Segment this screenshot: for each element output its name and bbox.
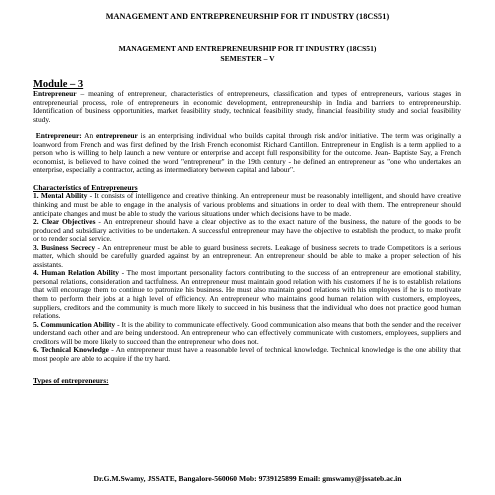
running-header: MANAGEMENT AND ENTREPRENEURSHIP FOR IT INDUSTRY (18CS51)	[105, 12, 390, 21]
characteristic-label: 6. Technical Knowledge	[33, 345, 109, 355]
definition-label: Entrepreneur:	[35, 131, 82, 141]
characteristic-text: - The most important personality factors contributing to the success of an entrepreneur are emotional stability, personal relations, consideration and tactfulness. An entrepreneur must maintain good relation with his customers if he is to establish relations that will encourage them to continue to patronize his business. He must also maintain good relations with his employees if he is to motivate them to perform their jobs at a high level of efficiency. An entrepreneur who maintains good human relation with customers, employees, suppliers, creditors and the community is much more likely to succeed in his business that the individual who does not practice good human relations.	[33, 268, 461, 321]
title-line-course: MANAGEMENT AND ENTREPRENEURSHIP FOR IT INDUSTRY (18CS51)	[118, 44, 377, 53]
document-title	[0, 44, 495, 64]
title-line-semester: SEMESTER – V	[220, 54, 275, 63]
characteristic-label: 1. Mental Ability	[33, 191, 88, 201]
characteristic-text: - An entrepreneur should have a clear objective as to the exact nature of the business, the nature of the goods to be produced and subsidiary activities to be undertaken. A successful entrepreneur may have the objective to establish the product, to make profit or to render social service.	[33, 217, 461, 244]
characteristic-item	[33, 346, 461, 363]
intro-term: Entrepreneur	[33, 89, 77, 98]
definition-text-part2: is an enterprising individual who builds capital through risk and/or initiative. The term was originally a loanword from French and was first defined by the Irish French economist Richard Cantillon. Entrepreneur in English is a term applied to a person who is willing to help launch a new venture or enterprise and accept full responsibility for the outcome. Jean- Baptiste Say, a French economist, is believed to have coined the word "entrepreneur" in the 19th century - he defined an entrepreneur as "one who undertakes an enterprise, especially a contractor, acting as intermediatory between capital and labour".	[33, 131, 461, 175]
characteristic-text: - An entrepreneur must be able to guard business secrets. Leakage of business secrets to trade Competitors is a serious matter, which should be carefully guarded against by an entrepreneur. An entrepreneur should be able to make a proper selection of his assistants.	[33, 242, 461, 269]
characteristic-label: 2. Clear Objectives	[33, 217, 96, 227]
module-intro-paragraph	[33, 90, 461, 124]
types-heading: Types of entrepreneurs:	[33, 376, 109, 386]
characteristic-text: - It consists of intelligence and creative thinking. An entrepreneur must be reasonably intelligent, and should have creative thinking and must be able to engage in the analysis of various problems and situations in order to deal with them. The entrepreneur should anticipate changes and must be able to study the various situations under which decisions have to be made.	[33, 191, 461, 218]
characteristic-item	[33, 244, 461, 270]
characteristic-label: 3. Business Secrecy	[33, 242, 96, 252]
characteristic-label: 5. Communication Ability	[33, 319, 116, 329]
characteristic-label: 4. Human Relation Ability	[33, 268, 119, 278]
characteristic-text: - An entrepreneur must have a reasonable level of technical knowledge. Technical knowledge is the one ability that most people are able to acquire if the try hard.	[33, 345, 461, 363]
page-footer: Dr.G.M.Swamy, JSSATE, Bangalore-560060 Mob: 9739125899 Email: gmswamy@jssateb.ac.in	[93, 474, 402, 483]
characteristic-item	[33, 192, 461, 218]
characteristics-heading: Characteristics of Entrepreneurs	[33, 182, 138, 192]
definition-paragraph	[33, 132, 461, 175]
characteristic-item	[33, 218, 461, 244]
intro-text: – meaning of entrepreneur, characteristics of entrepreneurs, classification and types of entrepreneurs, various stages in entrepreneurial process, role of entrepreneurs in economic development, entrepreneurship in India and barriers to entrepreneurship. Identification of business opportunities, market feasibility study, technical feasibility study, financial feasibility study and social feasibility study.	[33, 89, 461, 124]
module-heading: Module – 3	[33, 79, 84, 90]
characteristic-text: - It is the ability to communicate effectively. Good communication also means that both the sender and the receiver understand each other and are being understood. An entrepreneur who can effectively communicate with customers, employees, suppliers and creditors will be more likely to succeed than the entrepreneur who does not.	[33, 319, 462, 346]
characteristic-item	[33, 269, 461, 320]
definition-text-part1: An	[81, 131, 96, 141]
page-content	[33, 79, 461, 386]
definition-term: entrepreneur	[95, 131, 138, 141]
characteristic-item	[33, 321, 461, 347]
